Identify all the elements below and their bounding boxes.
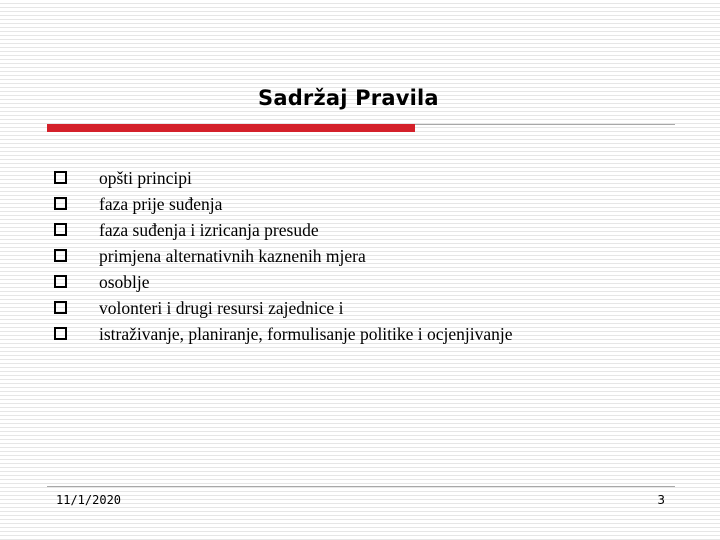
hollow-square-icon — [54, 223, 67, 236]
list-item-text: opšti principi — [99, 168, 192, 188]
footer-date: 11/1/2020 — [56, 493, 122, 507]
hollow-square-icon — [54, 275, 67, 288]
hollow-square-icon — [54, 197, 67, 210]
hollow-square-icon — [54, 249, 67, 262]
hollow-square-icon — [54, 327, 67, 340]
footer-divider — [47, 486, 675, 487]
list-item-text: osoblje — [99, 272, 150, 292]
list-item-text: istraživanje, planiranje, formulisanje politike i ocjenjivanje — [99, 324, 513, 344]
hollow-square-icon — [54, 171, 67, 184]
slide-title: Sadržaj Pravila — [258, 86, 439, 110]
hollow-square-icon — [54, 301, 67, 314]
list-item-text: faza prije suđenja — [99, 194, 223, 214]
list-item-text: primjena alternativnih kaznenih mjera — [99, 246, 366, 266]
list-item-text: volonteri i drugi resursi zajednice i — [99, 298, 344, 318]
title-underline — [415, 124, 675, 125]
list-item-text: faza suđenja i izricanja presude — [99, 220, 319, 240]
title-accent-bar — [47, 124, 415, 132]
page-number: 3 — [657, 493, 665, 507]
